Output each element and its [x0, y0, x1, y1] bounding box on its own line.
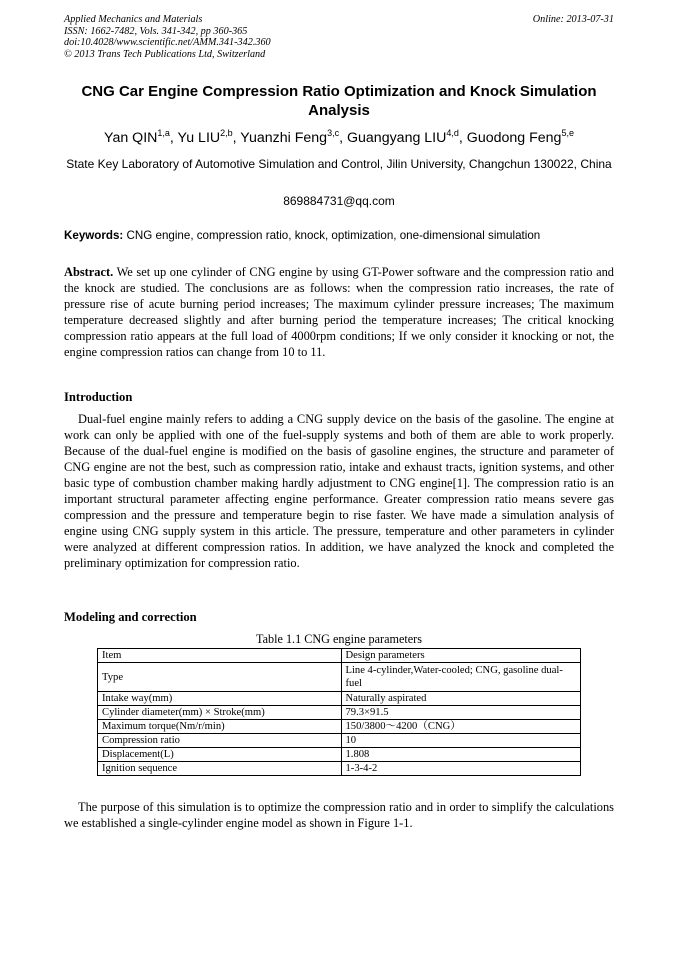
- table-row: [98, 734, 581, 748]
- table-cell: 10: [341, 734, 581, 748]
- table-row: [98, 762, 581, 776]
- introduction-paragraph: Dual-fuel engine mainly refers to adding a CNG supply device on the basis of the gasoline. The engine at work can only be applied with one of the fuel-supply systems and both of them are able to work properly. Because of the dual-fuel engine is modified on the basis of gasoline engines, the structure and parameter of CNG engine are not the best, such as compression ratio, intake and exhaust tracts, ignition systems, and other basic type of combustion chamber making hardly adjustment to CNG engine[1]. The compression ratio is an important structural parameter affecting engine performance. Greater compression ratio means severe gas compression and the pressure and temperature begin to rise faster. We have made a simulation analysis of engine using CNG supply system in this article. The pressure, temperature and other parameters in cylinder were analyzed at different compression ratios. In addition, we have analyzed the knock and completed the preliminary optimization for compression ratio.: [64, 412, 614, 570]
- author-name: Yan QIN: [104, 130, 158, 146]
- email-address[interactable]: 869884731@qq.com: [283, 194, 395, 208]
- keywords-label: Keywords:: [64, 229, 124, 242]
- author-name: Yu LIU: [177, 130, 221, 146]
- table-caption: Table 1.1 CNG engine parameters: [256, 632, 422, 646]
- author-name: Guodong Feng: [466, 130, 562, 146]
- introduction-heading: Introduction: [64, 390, 133, 404]
- table-row: [98, 720, 581, 734]
- author-name: Yuanzhi Feng: [240, 130, 328, 146]
- abstract-paragraph: [64, 264, 614, 360]
- issn-line: ISSN: 1662-7482, Vols. 341-342, pp 360-365: [64, 25, 248, 37]
- online-date: Online: 2013-07-31: [532, 14, 614, 25]
- author-list: Yan QIN$^{1,a}$, Yu LIU$^{2,b}$, Yuanzhi Feng$^{3,c}$, Guangyang LIU$^{4,d}$, Guodong Feng$^{5,e}$: [104, 128, 574, 146]
- table-cell: 1-3-4-2: [341, 762, 581, 776]
- author-name: Guangyang LIU: [346, 130, 447, 146]
- author-affil-mark: 2,b: [220, 128, 233, 138]
- table-cell: Cylinder diameter(mm) × Stroke(mm): [98, 706, 342, 720]
- copyright-line: © 2013 Trans Tech Publications Ltd, Switzerland: [64, 48, 266, 60]
- paper-title: CNG Car Engine Compression Ratio Optimization and Knock Simulation Analysis: [81, 83, 597, 119]
- table-cell: Intake way(mm): [98, 692, 342, 706]
- table-cell: 79.3×91.5: [341, 706, 581, 720]
- journal-header: [64, 14, 271, 60]
- table-header-row: [98, 649, 581, 663]
- table-cell: 150/3800～4200（CNG）: [341, 720, 581, 734]
- table-row: [98, 748, 581, 762]
- author-affil-mark: 4,d: [446, 128, 459, 138]
- table-header-cell: Design parameters: [341, 649, 581, 663]
- abstract-text: We set up one cylinder of CNG engine by using GT-Power software and the compression ratio and the knock are studied. The conclusions are as follows: when the compression ratio increases, the rate of pressure rise of acute burning period increases; The maximum cylinder pressure increases; The maximum temperature decreased slightly and after burning period the temperature increases; The critical knocking compression ratio appears at the full load of 4000rpm conditions; If we only consider it knocking or not, the engine compression ratios can change from 10 to 11.: [64, 265, 614, 359]
- keywords-line: [64, 228, 624, 243]
- table-cell: Line 4-cylinder,Water-cooled; CNG, gasoline dual-fuel: [341, 663, 581, 692]
- table-cell: Type: [98, 663, 342, 692]
- parameters-table: [97, 648, 581, 776]
- table-cell: Compression ratio: [98, 734, 342, 748]
- table-row: [98, 706, 581, 720]
- doi-line: doi:10.4028/www.scientific.net/AMM.341-342.360: [64, 37, 271, 48]
- author-affil-mark: 1,a: [157, 128, 170, 138]
- author-affil-mark: 5,e: [561, 128, 574, 138]
- table-cell: Maximum torque(Nm/r/min): [98, 720, 342, 734]
- author-affil-mark: 3,c: [327, 128, 340, 138]
- table-cell: Ignition sequence: [98, 762, 342, 776]
- table-header-cell: Item: [98, 649, 342, 663]
- table-cell: Displacement(L): [98, 748, 342, 762]
- abstract-label: Abstract.: [64, 265, 114, 279]
- table-row: [98, 692, 581, 706]
- table-cell: 1.808: [341, 748, 581, 762]
- keywords-text: CNG engine, compression ratio, knock, optimization, one-dimensional simulation: [126, 229, 541, 242]
- affiliation: State Key Laboratory of Automotive Simulation and Control, Jilin University, Changchun 130022, China: [66, 157, 612, 171]
- modeling-heading: Modeling and correction: [64, 610, 197, 624]
- table-cell: Naturally aspirated: [341, 692, 581, 706]
- journal-name: Applied Mechanics and Materials: [64, 14, 203, 25]
- table-row: [98, 663, 581, 692]
- closing-paragraph: The purpose of this simulation is to optimize the compression ratio and in order to simplify the calculations we established a single-cylinder engine model as shown in Figure 1-1.: [64, 800, 614, 830]
